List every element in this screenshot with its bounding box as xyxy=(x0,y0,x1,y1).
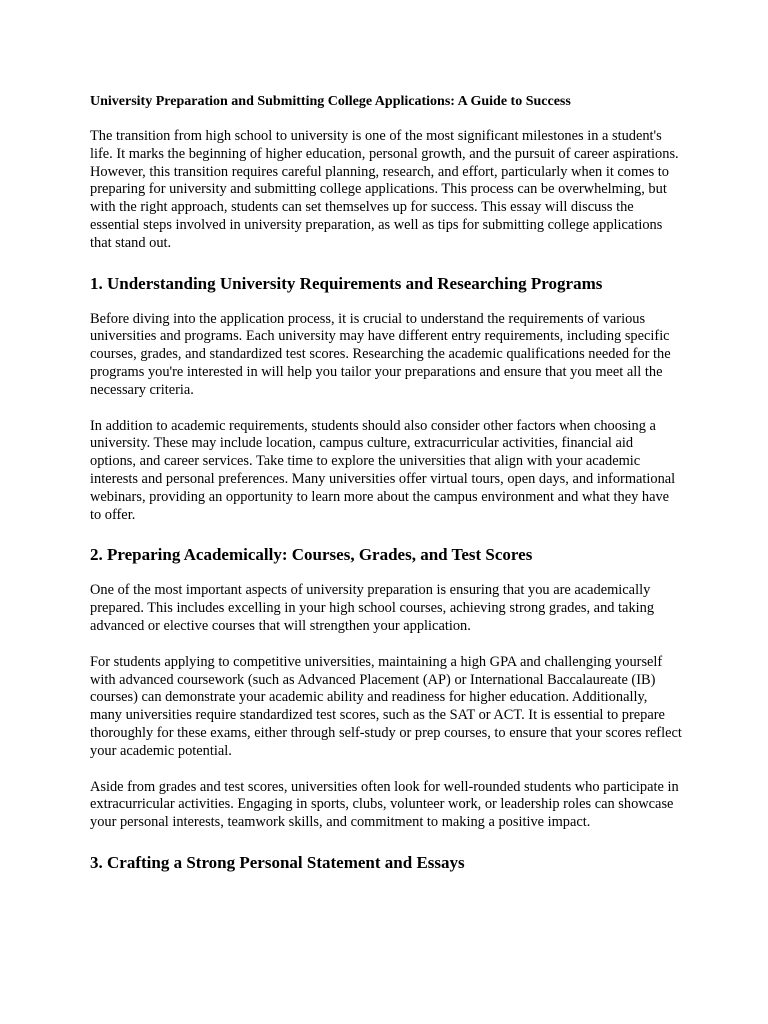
intro-paragraph: The transition from high school to university is one of the most significant milestones in a student's life. It marks the beginning of higher education, personal growth, and the pursuit of career aspirations. However, this transition requires careful planning, research, and effort, particularly when it comes to preparing for university and submitting college applications. This process can be overwhelming, but with the right approach, students can set themselves up for success. This essay will discuss the essential steps involved in university preparation, as well as tips for submitting college applications that stand out. xyxy=(90,128,679,251)
section-2-paragraph-1: One of the most important aspects of university preparation is ensuring that you are academically prepared. This includes excelling in your high school courses, achieving strong grades, and taking advanced or elective courses that will strengthen your application. xyxy=(90,582,655,634)
section-1-paragraph-1: Before diving into the application process, it is crucial to understand the requirements of various universities and programs. Each university may have different entry requirements, including specific courses, grades, and standardized test scores. Researching the academic qualifications needed for the programs you're interested in will help you tailor your preparations and ensure that you meet all the necessary criteria. xyxy=(90,310,671,398)
section-1-paragraph-2: In addition to academic requirements, students should also consider other factors when choosing a university. These may include location, campus culture, extracurricular activities, financial aid options, and career services. Take time to explore the universities that align with your academic interests and personal preferences. Many universities offer virtual tours, open days, and informational webinars, providing an opportunity to learn more about the campus environment and what they have to offer. xyxy=(90,417,676,523)
document-title: University Preparation and Submitting College Applications: A Guide to Success xyxy=(90,94,571,109)
section-2-paragraph-3: Aside from grades and test scores, universities often look for well-rounded students who participate in extracurricular activities. Engaging in sports, clubs, volunteer work, or leadership roles can showcase your personal interests, teamwork skills, and commitment to making a positive impact. xyxy=(90,778,679,831)
section-1-heading: 1. Understanding University Requirements and Researching Programs xyxy=(90,273,603,293)
section-2-paragraph-2: For students applying to competitive universities, maintaining a high GPA and challenging yourself with advanced coursework (such as Advanced Placement (AP) or International Baccalaureate (IB) courses) can demonstrate your academic ability and readiness for higher education. Additionally, many universities require standardized test scores, such as the SAT or ACT. It is essential to prepare thoroughly for these exams, either through self-study or prep courses, to ensure that your scores reflect your academic potential. xyxy=(90,653,682,759)
document-page xyxy=(90,93,682,890)
section-2-heading: 2. Preparing Academically: Courses, Grades, and Test Scores xyxy=(90,545,533,565)
section-3-heading: 3. Crafting a Strong Personal Statement and Essays xyxy=(90,852,465,872)
